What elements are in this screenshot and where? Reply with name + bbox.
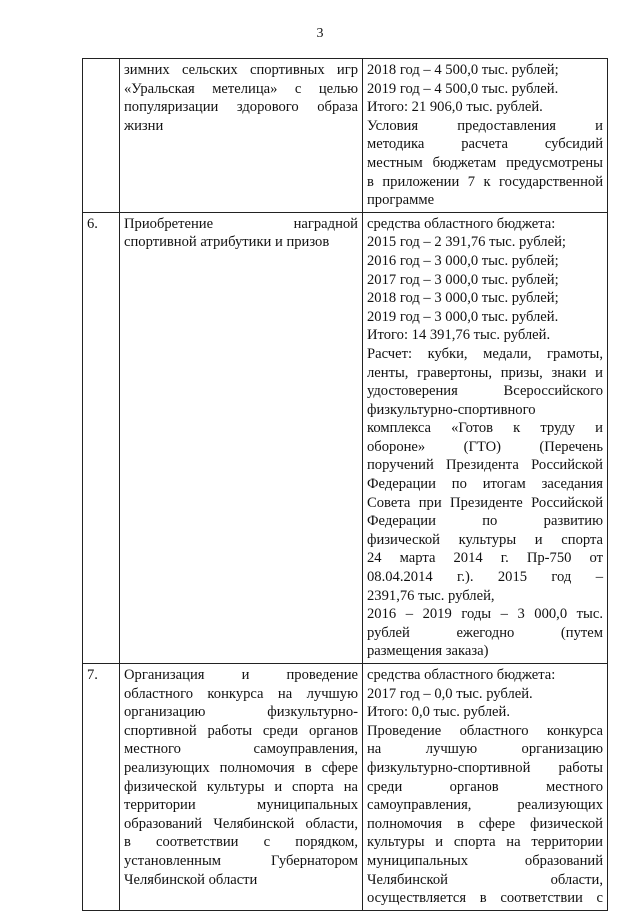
text-line: 2019 год – 4 500,0 тыс. рублей. [367, 80, 559, 97]
text-line: организацию физкультурно- [124, 704, 358, 721]
text-line: физической культуры и спорта на [124, 778, 358, 795]
text-line: Приобретение наградной [124, 215, 358, 232]
text-line: осуществляется в соответствии с [367, 890, 603, 907]
text-line: Итого: 14 391,76 тыс. рублей. [367, 327, 551, 344]
text-line: Федерации по развитию [367, 513, 603, 530]
row-number: 7. [83, 664, 120, 911]
text-line: муниципальных образований [367, 852, 603, 869]
program-activities-table [82, 58, 608, 911]
financing-cell [363, 59, 608, 213]
text-line: местным бюджетам предусмотрены [367, 154, 603, 171]
text-line: Итого: 21 906,0 тыс. рублей. [367, 99, 543, 116]
text-line: зимних сельских спортивных игр [124, 62, 358, 78]
text-line: самоуправления, реализующих [367, 797, 603, 814]
financing-cell [363, 664, 608, 911]
text-line: 2018 год – 3 000,0 тыс. рублей; [367, 290, 559, 307]
row-number: 6. [83, 212, 120, 663]
table-row [83, 59, 608, 213]
text-line: территории муниципальных [124, 797, 358, 814]
text-line: 2016 – 2019 годы – 3 000,0 тыс. [367, 606, 603, 623]
text-line: «Уральская метелица» с целью [124, 80, 358, 97]
text-line: Федерации по итогам заседания [367, 476, 603, 493]
text-line: Совета при Президенте Российской [367, 494, 603, 511]
text-line: образований Челябинской области, [124, 815, 358, 832]
table-row [83, 664, 608, 911]
activity-name-cell [120, 664, 363, 911]
text-line: 2017 год – 0,0 тыс. рублей. [367, 685, 533, 702]
text-line: популяризации здорового образа [124, 99, 358, 116]
text-line: размещения заказа) [367, 643, 489, 660]
text-line: физической культуры и спорта [367, 531, 603, 548]
text-line: Челябинской области, [367, 871, 603, 888]
text-line: в соответствии с порядком, [124, 834, 358, 851]
text-line: областного конкурса на лучшую [124, 685, 358, 702]
financing-cell [363, 212, 608, 663]
text-line: средства областного бюджета: [367, 215, 556, 232]
text-line: программе [367, 192, 435, 209]
text-line: рублей ежегодно (путем [367, 624, 603, 641]
text-line: реализующих полномочия в сфере [124, 759, 358, 776]
text-line: 2015 год – 2 391,76 тыс. рублей; [367, 234, 566, 251]
text-line: 2019 год – 3 000,0 тыс. рублей. [367, 308, 559, 325]
text-line: методика расчета субсидий [367, 136, 603, 153]
text-line: Расчет: кубки, медали, грамоты, [367, 345, 603, 362]
text-line: обороне» (ГТО) (Перечень [367, 438, 603, 455]
text-line: Челябинской области [124, 871, 258, 888]
text-line: спортивной атрибутики и призов [124, 234, 330, 251]
text-line: поручений Президента Российской [367, 457, 603, 474]
page-number: 3 [316, 26, 324, 41]
text-line: полномочия в сфере физической [367, 815, 603, 832]
text-line: Условия предоставления и [367, 117, 603, 134]
text-line: 2391,76 тыс. рублей, [367, 587, 495, 604]
text-line: на лучшую организацию [367, 741, 603, 758]
row-number [83, 59, 120, 213]
text-line: физкультурно-спортивного [367, 401, 536, 418]
text-line: спортивной работы среди органов [124, 722, 358, 739]
text-line: установленным Губернатором [124, 852, 358, 869]
text-line: среди органов местного [367, 778, 603, 795]
text-line: 08.04.2014 г.). 2015 год – [367, 569, 603, 586]
text-line: средства областного бюджета: [367, 667, 556, 683]
text-line: 2018 год – 4 500,0 тыс. рублей; [367, 62, 559, 78]
activity-name-cell [120, 59, 363, 213]
text-line: жизни [124, 117, 164, 134]
text-line: физкультурно-спортивной работы [367, 759, 603, 776]
text-line: Проведение областного конкурса [367, 722, 603, 739]
text-line: культуры и спорта на территории [367, 834, 603, 851]
text-line: местного самоуправления, [124, 741, 358, 758]
text-line: ленты, гравертоны, призы, знаки и [367, 364, 603, 381]
text-line: удостоверения Всероссийского [367, 383, 603, 400]
text-line: 24 марта 2014 г. Пр-750 от [367, 550, 603, 567]
activity-name-cell [120, 212, 363, 663]
text-line: комплекса «Готов к труду и [367, 420, 603, 437]
text-line: в приложении 7 к государственной [367, 173, 603, 190]
text-line: 2016 год – 3 000,0 тыс. рублей; [367, 252, 559, 269]
table-row [83, 212, 608, 663]
text-line: 2017 год – 3 000,0 тыс. рублей; [367, 271, 559, 288]
text-line: Организация и проведение [124, 667, 358, 683]
text-line: Итого: 0,0 тыс. рублей. [367, 704, 510, 721]
